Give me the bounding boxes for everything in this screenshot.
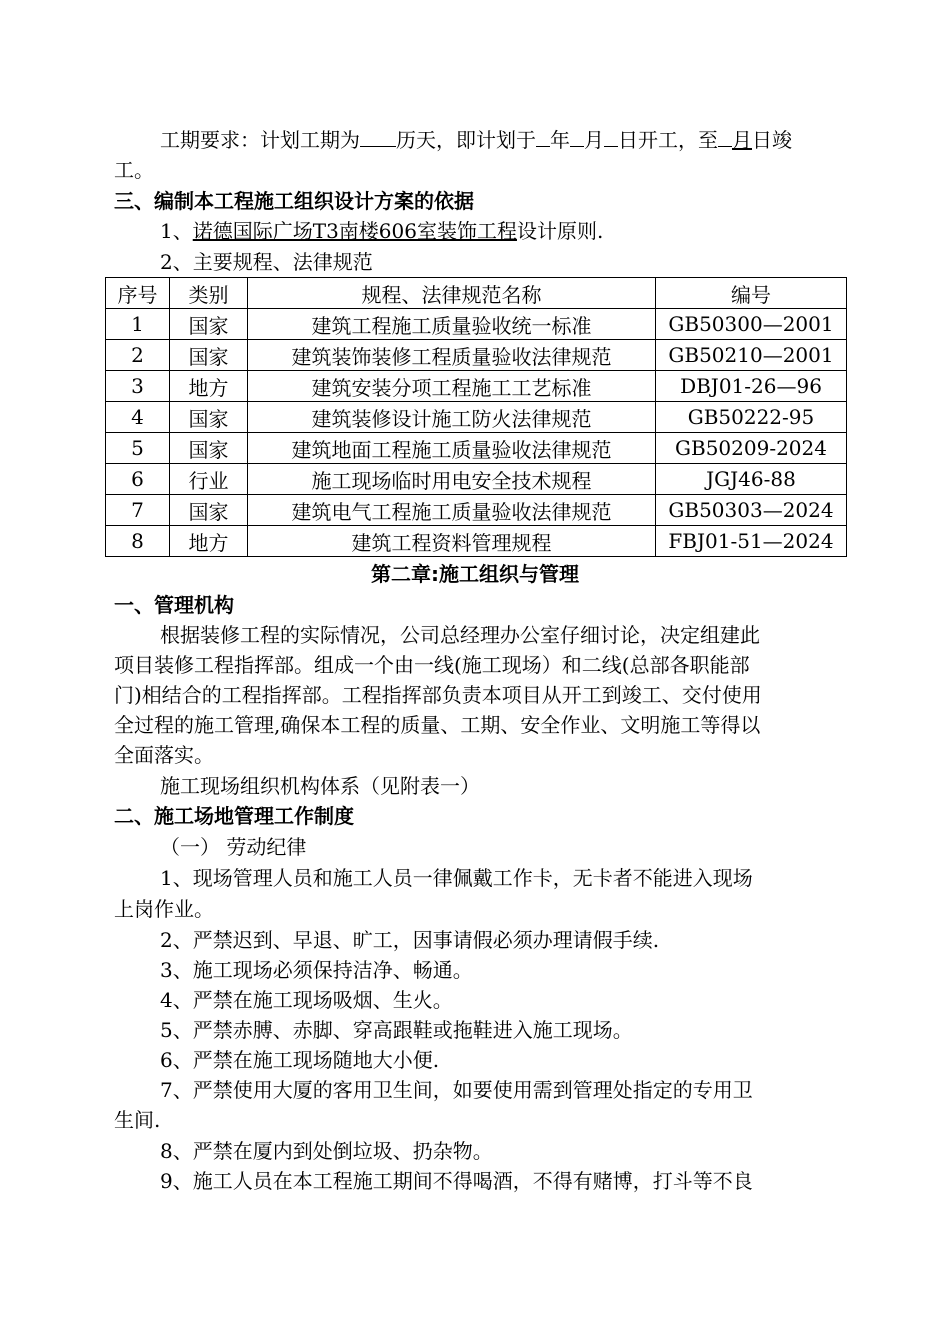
paragraph-line: 项目装修工程指挥部。组成一个由一线(施工现场）和二线(总部各职能部 <box>114 653 750 677</box>
basis-item-2: 2、主要规程、法律规范 <box>160 250 373 274</box>
header-cell: 规程、法律规范名称 <box>248 278 656 309</box>
table-cell: 国家 <box>170 402 248 433</box>
table-cell: 8 <box>106 526 170 557</box>
table-cell: 国家 <box>170 309 248 340</box>
table-row <box>106 433 847 464</box>
schedule-text: 历天，即计划于 <box>396 128 536 152</box>
table-cell: 7 <box>106 495 170 526</box>
table-cell: 建筑安装分项工程施工工艺标准 <box>248 371 656 402</box>
table-row <box>106 526 847 557</box>
table-cell: 国家 <box>170 433 248 464</box>
table-cell: 建筑工程施工质量验收统一标准 <box>248 309 656 340</box>
table-cell: GB50303—2024 <box>656 495 847 526</box>
day-blank <box>604 126 618 147</box>
end-blank <box>718 126 732 147</box>
table-cell: GB50222-95 <box>656 402 847 433</box>
table-cell: DBJ01-26—96 <box>656 371 847 402</box>
paragraph-line: 全面落实。 <box>114 743 214 767</box>
table-cell: FBJ01-51—2024 <box>656 526 847 557</box>
table-cell: 国家 <box>170 495 248 526</box>
table-row <box>106 402 847 433</box>
section-heading: 一、管理机构 <box>114 593 234 617</box>
table-cell: 1 <box>106 309 170 340</box>
rule-line: 4、严禁在施工现场吸烟、生火。 <box>160 988 453 1012</box>
schedule-text: 日开工，至 <box>618 128 718 152</box>
paragraph-line: 根据装修工程的实际情况，公司总经理办公室仔细讨论，决定组建此 <box>160 623 760 647</box>
subsection-heading: （一） 劳动纪律 <box>160 835 307 859</box>
table-cell: 行业 <box>170 464 248 495</box>
table-cell: GB50210—2001 <box>656 340 847 371</box>
rule-line: 5、严禁赤膊、赤脚、穿高跟鞋或拖鞋进入施工现场。 <box>160 1018 633 1042</box>
rule-line: 7、严禁使用大厦的客用卫生间，如要使用需到管理处指定的专用卫 <box>160 1078 753 1102</box>
rule-line: 生间. <box>114 1108 161 1132</box>
table-cell: JGJ46-88 <box>656 464 847 495</box>
header-cell: 编号 <box>656 278 847 309</box>
item-text: 设计原则. <box>516 219 604 243</box>
table-cell: 地方 <box>170 526 248 557</box>
schedule-text: 日竣 <box>752 128 792 152</box>
schedule-text: 工期要求：计划工期为 <box>160 128 360 152</box>
table-cell: 施工现场临时用电安全技术规程 <box>248 464 656 495</box>
table-cell: 6 <box>106 464 170 495</box>
org-reference: 施工现场组织机构体系（见附表一） <box>160 774 480 798</box>
chapter-title: 第二章:施工组织与管理 <box>371 562 579 586</box>
regulations-table <box>105 277 847 557</box>
table-cell: 国家 <box>170 340 248 371</box>
table-cell: GB50300—2001 <box>656 309 847 340</box>
table-row <box>106 495 847 526</box>
schedule-text: 年 <box>550 128 570 152</box>
table-cell: 3 <box>106 371 170 402</box>
paragraph-line: 全过程的施工管理,确保本工程的质量、工期、安全作业、文明施工等得以 <box>114 713 761 737</box>
rule-line: 1、现场管理人员和施工人员一律佩戴工作卡，无卡者不能进入现场 <box>160 866 753 890</box>
table-row <box>106 309 847 340</box>
rule-line: 6、严禁在施工现场随地大小便. <box>160 1048 440 1072</box>
table-header-row <box>106 278 847 309</box>
header-cell: 类别 <box>170 278 248 309</box>
table-cell: 5 <box>106 433 170 464</box>
rule-line: 3、施工现场必须保持洁净、畅通。 <box>160 958 473 982</box>
table-cell: 建筑装饰装修工程质量验收法律规范 <box>248 340 656 371</box>
section-heading: 二、施工场地管理工作制度 <box>114 804 354 828</box>
item-number: 1、 <box>160 219 193 243</box>
table-cell: 建筑装修设计施工防火法律规范 <box>248 402 656 433</box>
table-cell: GB50209-2024 <box>656 433 847 464</box>
schedule-text: 月 <box>584 128 604 152</box>
table-cell: 建筑地面工程施工质量验收法律规范 <box>248 433 656 464</box>
table-cell: 4 <box>106 402 170 433</box>
basis-item-1 <box>160 217 840 245</box>
table-row <box>106 340 847 371</box>
table-cell: 2 <box>106 340 170 371</box>
schedule-line <box>160 126 840 154</box>
end-month: 月 <box>732 128 752 152</box>
table-row <box>106 464 847 495</box>
table-cell: 地方 <box>170 371 248 402</box>
month-blank <box>570 126 584 147</box>
project-name: 诺德国际广场T3南楼606室装饰工程 <box>192 219 517 243</box>
rule-line: 8、严禁在厦内到处倒垃圾、扔杂物。 <box>160 1139 493 1163</box>
schedule-line-cont: 工。 <box>114 158 154 182</box>
rule-line: 9、施工人员在本工程施工期间不得喝酒，不得有赌博，打斗等不良 <box>160 1169 753 1193</box>
table-cell: 建筑工程资料管理规程 <box>248 526 656 557</box>
header-cell: 序号 <box>106 278 170 309</box>
paragraph-line: 门)相结合的工程指挥部。工程指挥部负责本项目从开工到竣工、交付使用 <box>114 683 762 707</box>
table-row <box>106 371 847 402</box>
duration-blank <box>360 126 396 147</box>
table-cell: 建筑电气工程施工质量验收法律规范 <box>248 495 656 526</box>
rule-line: 2、严禁迟到、早退、旷工，因事请假必须办理请假手续. <box>160 928 660 952</box>
rule-line: 上岗作业。 <box>114 897 214 921</box>
year-blank <box>536 126 550 147</box>
section-heading: 三、编制本工程施工组织设计方案的依据 <box>114 189 474 213</box>
